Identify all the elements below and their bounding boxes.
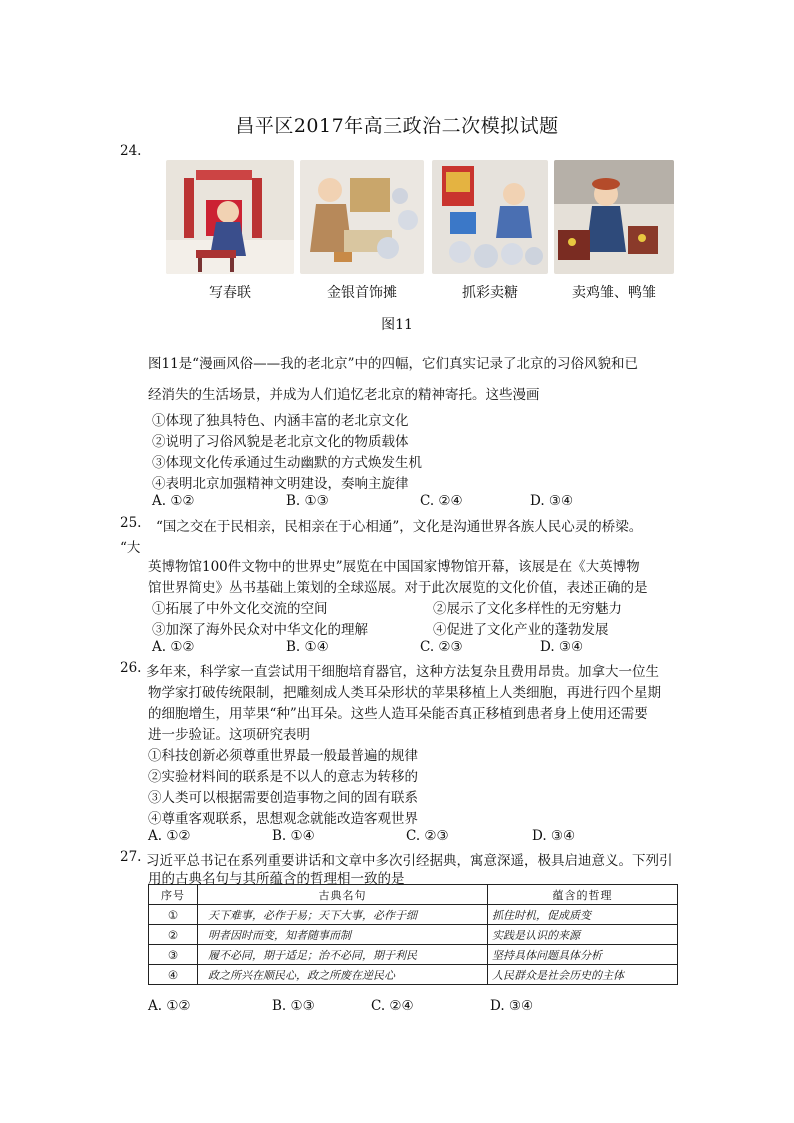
q24-item-2: ②说明了习俗风貌是老北京文化的物质载体 bbox=[152, 434, 409, 450]
q27-line2: 用的古典名句与其所蕴含的哲理相一致的是 bbox=[148, 871, 405, 887]
q26-option-b: B. ①④ bbox=[272, 828, 315, 844]
header-quote: 古典名句 bbox=[198, 885, 488, 905]
q25-item-3: ③加深了海外民众对中华文化的理解 bbox=[152, 622, 368, 638]
row-quote: 政之所兴在顺民心，政之所废在逆民心 bbox=[198, 965, 488, 985]
q25-line4: 馆世界简史》丛书基础上策划的全球巡展。对于此次展览的文化价值，表述正确的是 bbox=[148, 580, 648, 596]
q25-line2: “大 bbox=[120, 540, 141, 556]
caption-spring-couplets: 写春联 bbox=[209, 285, 251, 301]
caption-chick-seller: 卖鸡雏、鸭雏 bbox=[572, 285, 656, 301]
header-philosophy: 蕴含的哲理 bbox=[488, 885, 678, 905]
q27-option-c: C. ②④ bbox=[371, 998, 414, 1014]
q24-stem-line2: 经消失的生活场景，并成为人们追忆老北京的精神寄托。这些漫画 bbox=[148, 387, 540, 403]
row-number: ② bbox=[149, 925, 198, 945]
comic-panel-chick-seller bbox=[554, 160, 674, 274]
q24-option-d: D. ③④ bbox=[530, 493, 574, 509]
q25-item-1: ①拓展了中外文化交流的空间 bbox=[152, 601, 328, 617]
header-number: 序号 bbox=[149, 885, 198, 905]
q25-number: 25. bbox=[120, 515, 142, 531]
q27-option-a: A. ①② bbox=[148, 998, 191, 1014]
row-quote: 履不必同，期于适足；治不必同，期于利民 bbox=[198, 945, 488, 965]
row-philosophy: 坚持具体问题具体分析 bbox=[488, 945, 678, 965]
q25-item-2: ②展示了文化多样性的无穷魅力 bbox=[433, 601, 622, 617]
q24-item-3: ③体现文化传承通过生动幽默的方式焕发生机 bbox=[152, 455, 422, 471]
q24-option-c: C. ②④ bbox=[420, 493, 463, 509]
q26-item-4: ④尊重客观联系，思想观念就能改造客观世界 bbox=[148, 811, 418, 827]
row-philosophy: 人民群众是社会历史的主体 bbox=[488, 965, 678, 985]
q24-item-1: ①体现了独具特色、内涵丰富的老北京文化 bbox=[152, 413, 409, 429]
row-philosophy: 实践是认识的来源 bbox=[488, 925, 678, 945]
q27-option-d: D. ③④ bbox=[490, 998, 534, 1014]
q27-line1: 习近平总书记在系列重要讲话和文章中多次引经据典，寓意深遥，极具启迪意义。下列引 bbox=[146, 853, 673, 869]
q24-option-a: A. ①② bbox=[152, 493, 195, 509]
q25-option-a: A. ①② bbox=[152, 639, 195, 655]
row-number: ④ bbox=[149, 965, 198, 985]
q26-item-2: ②实验材料间的联系是不以人的意志为转移的 bbox=[148, 769, 418, 785]
table-row bbox=[149, 905, 678, 925]
q26-item-3: ③人类可以根据需要创造事物之间的固有联系 bbox=[148, 790, 418, 806]
page-title: 昌平区2017年高三政治二次模拟试题 bbox=[235, 115, 559, 137]
comic-panel-spring-couplets bbox=[166, 160, 294, 274]
q26-option-d: D. ③④ bbox=[532, 828, 576, 844]
comic-panel-candy-lottery bbox=[432, 160, 548, 274]
table-row bbox=[149, 925, 678, 945]
q25-option-b: B. ①④ bbox=[286, 639, 329, 655]
q25-line3: 英博物馆100件文物中的世界史”展览在中国国家博物馆开幕，该展是在《大英博物 bbox=[148, 559, 640, 575]
figure-label: 图11 bbox=[381, 317, 413, 333]
table-header-row bbox=[149, 885, 678, 905]
proverb-table bbox=[148, 884, 678, 985]
q24-stem-line1: 图11是“漫画风俗——我的老北京”中的四幅，它们真实记录了北京的习俗风貌和已 bbox=[148, 356, 638, 372]
q26-line3: 的细胞增生，用苹果“种”出耳朵。这些人造耳朵能否真正移植到患者身上使用还需要 bbox=[148, 706, 648, 722]
row-number: ③ bbox=[149, 945, 198, 965]
row-philosophy: 抓住时机，促成质变 bbox=[488, 905, 678, 925]
q27-option-b: B. ①③ bbox=[272, 998, 315, 1014]
q26-line2: 物学家打破传统限制，把雕刻成人类耳朵形状的苹果移植上人类细胞，再进行四个星期 bbox=[148, 685, 661, 701]
row-quote: 明者因时而变，知者随事而制 bbox=[198, 925, 488, 945]
row-quote: 天下难事，必作于易；天下大事，必作于细 bbox=[198, 905, 488, 925]
q25-option-c: C. ②③ bbox=[420, 639, 463, 655]
q25-line1: “国之交在于民相亲，民相亲在于心相通”，文化是沟通世界各族人民心灵的桥梁。 bbox=[156, 519, 643, 535]
table-row bbox=[149, 945, 678, 965]
q24-item-4: ④表明北京加强精神文明建设，奏响主旋律 bbox=[152, 476, 409, 492]
q25-item-4: ④促进了文化产业的蓬勃发展 bbox=[433, 622, 609, 638]
q24-option-b: B. ①③ bbox=[286, 493, 329, 509]
q26-option-c: C. ②③ bbox=[406, 828, 449, 844]
caption-jewelry-stall: 金银首饰摊 bbox=[327, 285, 397, 301]
q25-option-d: D. ③④ bbox=[540, 639, 584, 655]
q26-number: 26. bbox=[120, 660, 142, 676]
q24-number: 24. bbox=[120, 143, 142, 159]
q27-number: 27. bbox=[120, 849, 142, 865]
q26-item-1: ①科技创新必须尊重世界最一般最普遍的规律 bbox=[148, 748, 418, 764]
caption-candy-lottery: 抓彩卖糖 bbox=[462, 285, 518, 301]
table-row bbox=[149, 965, 678, 985]
row-number: ① bbox=[149, 905, 198, 925]
q26-line4: 进一步验证。这项研究表明 bbox=[148, 727, 310, 743]
comic-panel-jewelry-stall bbox=[300, 160, 424, 274]
q26-line1: 多年来，科学家一直尝试用干细胞培育器官，这种方法复杂且费用昂贵。加拿大一位生 bbox=[146, 664, 659, 680]
q26-option-a: A. ①② bbox=[148, 828, 191, 844]
